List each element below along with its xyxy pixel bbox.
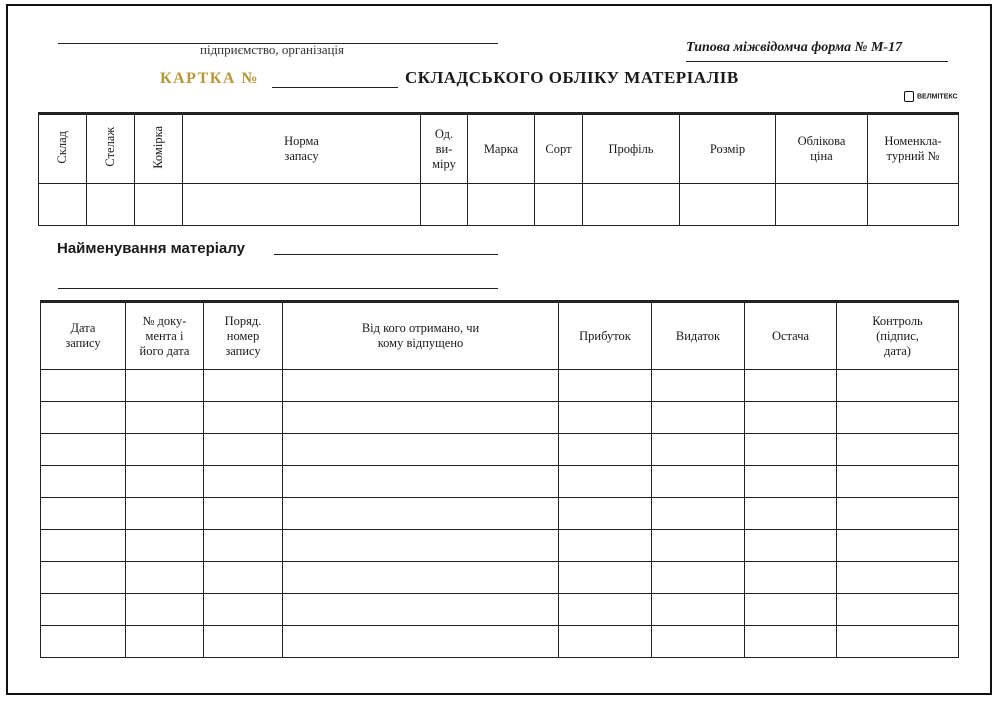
table-cell[interactable] <box>652 562 745 594</box>
table-cell[interactable] <box>126 626 204 658</box>
table-cell[interactable] <box>868 184 959 226</box>
col-header-counterparty: Від кого отримано, чи кому відпущено <box>283 302 559 370</box>
table-cell[interactable] <box>204 562 283 594</box>
table-cell[interactable] <box>837 402 959 434</box>
organization-label: підприємство, організація <box>200 42 345 57</box>
table-cell[interactable] <box>87 184 135 226</box>
col-header-grade: Сорт <box>535 114 583 184</box>
logo-text: ВЕЛМІТЕКС <box>917 93 958 101</box>
table-cell[interactable] <box>745 434 837 466</box>
publisher-logo <box>904 91 958 102</box>
table-row <box>41 562 959 594</box>
card-number-field[interactable] <box>272 87 398 88</box>
table-cell[interactable] <box>652 594 745 626</box>
table-cell[interactable] <box>559 626 652 658</box>
col-header-cell: Комірка <box>135 114 183 184</box>
col-header-balance: Остача <box>745 302 837 370</box>
table-cell[interactable] <box>41 562 126 594</box>
table-cell[interactable] <box>126 498 204 530</box>
table-cell[interactable] <box>837 626 959 658</box>
table-cell[interactable] <box>204 498 283 530</box>
table-cell[interactable] <box>559 434 652 466</box>
table-row <box>39 184 959 226</box>
table-row <box>41 466 959 498</box>
table-cell[interactable] <box>283 370 559 402</box>
card-number-label: КАРТКА № <box>160 70 260 87</box>
col-header-stock-norm: Норма запасу <box>183 114 421 184</box>
table-cell[interactable] <box>126 562 204 594</box>
col-header-price: Облікова ціна <box>776 114 868 184</box>
table-cell[interactable] <box>745 594 837 626</box>
stock-info-table <box>38 112 959 226</box>
table-cell[interactable] <box>183 184 421 226</box>
table-cell[interactable] <box>41 498 126 530</box>
table-cell[interactable] <box>745 626 837 658</box>
table-cell[interactable] <box>41 370 126 402</box>
table-cell[interactable] <box>652 626 745 658</box>
col-header-control: Контроль (підпис, дата) <box>837 302 959 370</box>
ledger-table <box>40 300 959 658</box>
table-cell[interactable] <box>283 402 559 434</box>
table-cell[interactable] <box>126 594 204 626</box>
form-title-underline <box>686 61 948 62</box>
col-header-rack: Стелаж <box>87 114 135 184</box>
form-title: Типова міжвідомча форма № М-17 <box>686 40 903 55</box>
table-cell[interactable] <box>204 530 283 562</box>
table-cell[interactable] <box>745 562 837 594</box>
table-cell[interactable] <box>652 530 745 562</box>
ledger-body <box>41 370 959 658</box>
table-cell[interactable] <box>204 594 283 626</box>
table-cell[interactable] <box>745 466 837 498</box>
table-cell[interactable] <box>652 498 745 530</box>
table-cell[interactable] <box>837 594 959 626</box>
col-header-size: Розмір <box>680 114 776 184</box>
table-cell[interactable] <box>745 498 837 530</box>
table-cell[interactable] <box>204 466 283 498</box>
table-cell[interactable] <box>283 498 559 530</box>
table-cell[interactable] <box>135 184 183 226</box>
table-cell[interactable] <box>837 370 959 402</box>
table-cell[interactable] <box>468 184 535 226</box>
table-cell[interactable] <box>559 466 652 498</box>
col-header-brand: Марка <box>468 114 535 184</box>
material-name-label: Найменування матеріалу <box>57 240 245 257</box>
table-cell[interactable] <box>652 434 745 466</box>
table-cell[interactable] <box>559 402 652 434</box>
col-header-record-number: Поряд. номер запису <box>204 302 283 370</box>
col-header-warehouse: Склад <box>39 114 87 184</box>
table-cell[interactable] <box>41 434 126 466</box>
table-cell[interactable] <box>283 434 559 466</box>
table-cell[interactable] <box>204 434 283 466</box>
table-header-row <box>41 302 959 370</box>
col-header-unit: Од. ви- міру <box>421 114 468 184</box>
table-cell[interactable] <box>41 594 126 626</box>
table-cell[interactable] <box>652 370 745 402</box>
table-cell[interactable] <box>652 402 745 434</box>
table-cell[interactable] <box>283 530 559 562</box>
table-cell[interactable] <box>745 370 837 402</box>
table-cell[interactable] <box>204 626 283 658</box>
col-header-date: Дата запису <box>41 302 126 370</box>
table-row <box>41 370 959 402</box>
table-cell[interactable] <box>837 530 959 562</box>
table-cell[interactable] <box>126 370 204 402</box>
table-cell[interactable] <box>745 402 837 434</box>
table-cell[interactable] <box>680 184 776 226</box>
table-cell[interactable] <box>559 370 652 402</box>
col-header-document: № доку- мента і його дата <box>126 302 204 370</box>
table-cell[interactable] <box>126 466 204 498</box>
table-cell[interactable] <box>559 498 652 530</box>
table-cell[interactable] <box>283 626 559 658</box>
table-cell[interactable] <box>283 594 559 626</box>
table-cell[interactable] <box>41 402 126 434</box>
table-cell[interactable] <box>837 434 959 466</box>
page-title: СКЛАДСЬКОГО ОБЛІКУ МАТЕРІАЛІВ <box>405 68 739 87</box>
col-header-nomenclature: Номенкла- турний № <box>868 114 959 184</box>
table-cell[interactable] <box>126 530 204 562</box>
table-cell[interactable] <box>204 402 283 434</box>
col-header-income: Прибуток <box>559 302 652 370</box>
table-cell[interactable] <box>204 370 283 402</box>
table-cell[interactable] <box>41 466 126 498</box>
table-cell[interactable] <box>559 562 652 594</box>
col-header-profile: Профіль <box>583 114 680 184</box>
table-cell[interactable] <box>421 184 468 226</box>
table-row <box>41 498 959 530</box>
table-cell[interactable] <box>126 402 204 434</box>
table-cell[interactable] <box>535 184 583 226</box>
table-row <box>41 626 959 658</box>
material-name-field-2[interactable] <box>58 288 498 289</box>
table-cell[interactable] <box>837 498 959 530</box>
table-header-row <box>39 114 959 184</box>
table-cell[interactable] <box>776 184 868 226</box>
table-row <box>41 402 959 434</box>
table-cell[interactable] <box>745 530 837 562</box>
table-cell[interactable] <box>283 562 559 594</box>
table-row <box>41 594 959 626</box>
material-name-field[interactable] <box>274 254 498 255</box>
table-cell[interactable] <box>583 184 680 226</box>
table-cell[interactable] <box>559 594 652 626</box>
table-cell[interactable] <box>283 466 559 498</box>
table-cell[interactable] <box>41 626 126 658</box>
table-row <box>41 434 959 466</box>
table-cell[interactable] <box>837 466 959 498</box>
table-cell[interactable] <box>837 562 959 594</box>
table-cell[interactable] <box>39 184 87 226</box>
table-cell[interactable] <box>652 466 745 498</box>
table-cell[interactable] <box>41 530 126 562</box>
table-cell[interactable] <box>559 530 652 562</box>
table-cell[interactable] <box>126 434 204 466</box>
logo-icon <box>904 91 914 102</box>
col-header-expense: Видаток <box>652 302 745 370</box>
table-row <box>41 530 959 562</box>
